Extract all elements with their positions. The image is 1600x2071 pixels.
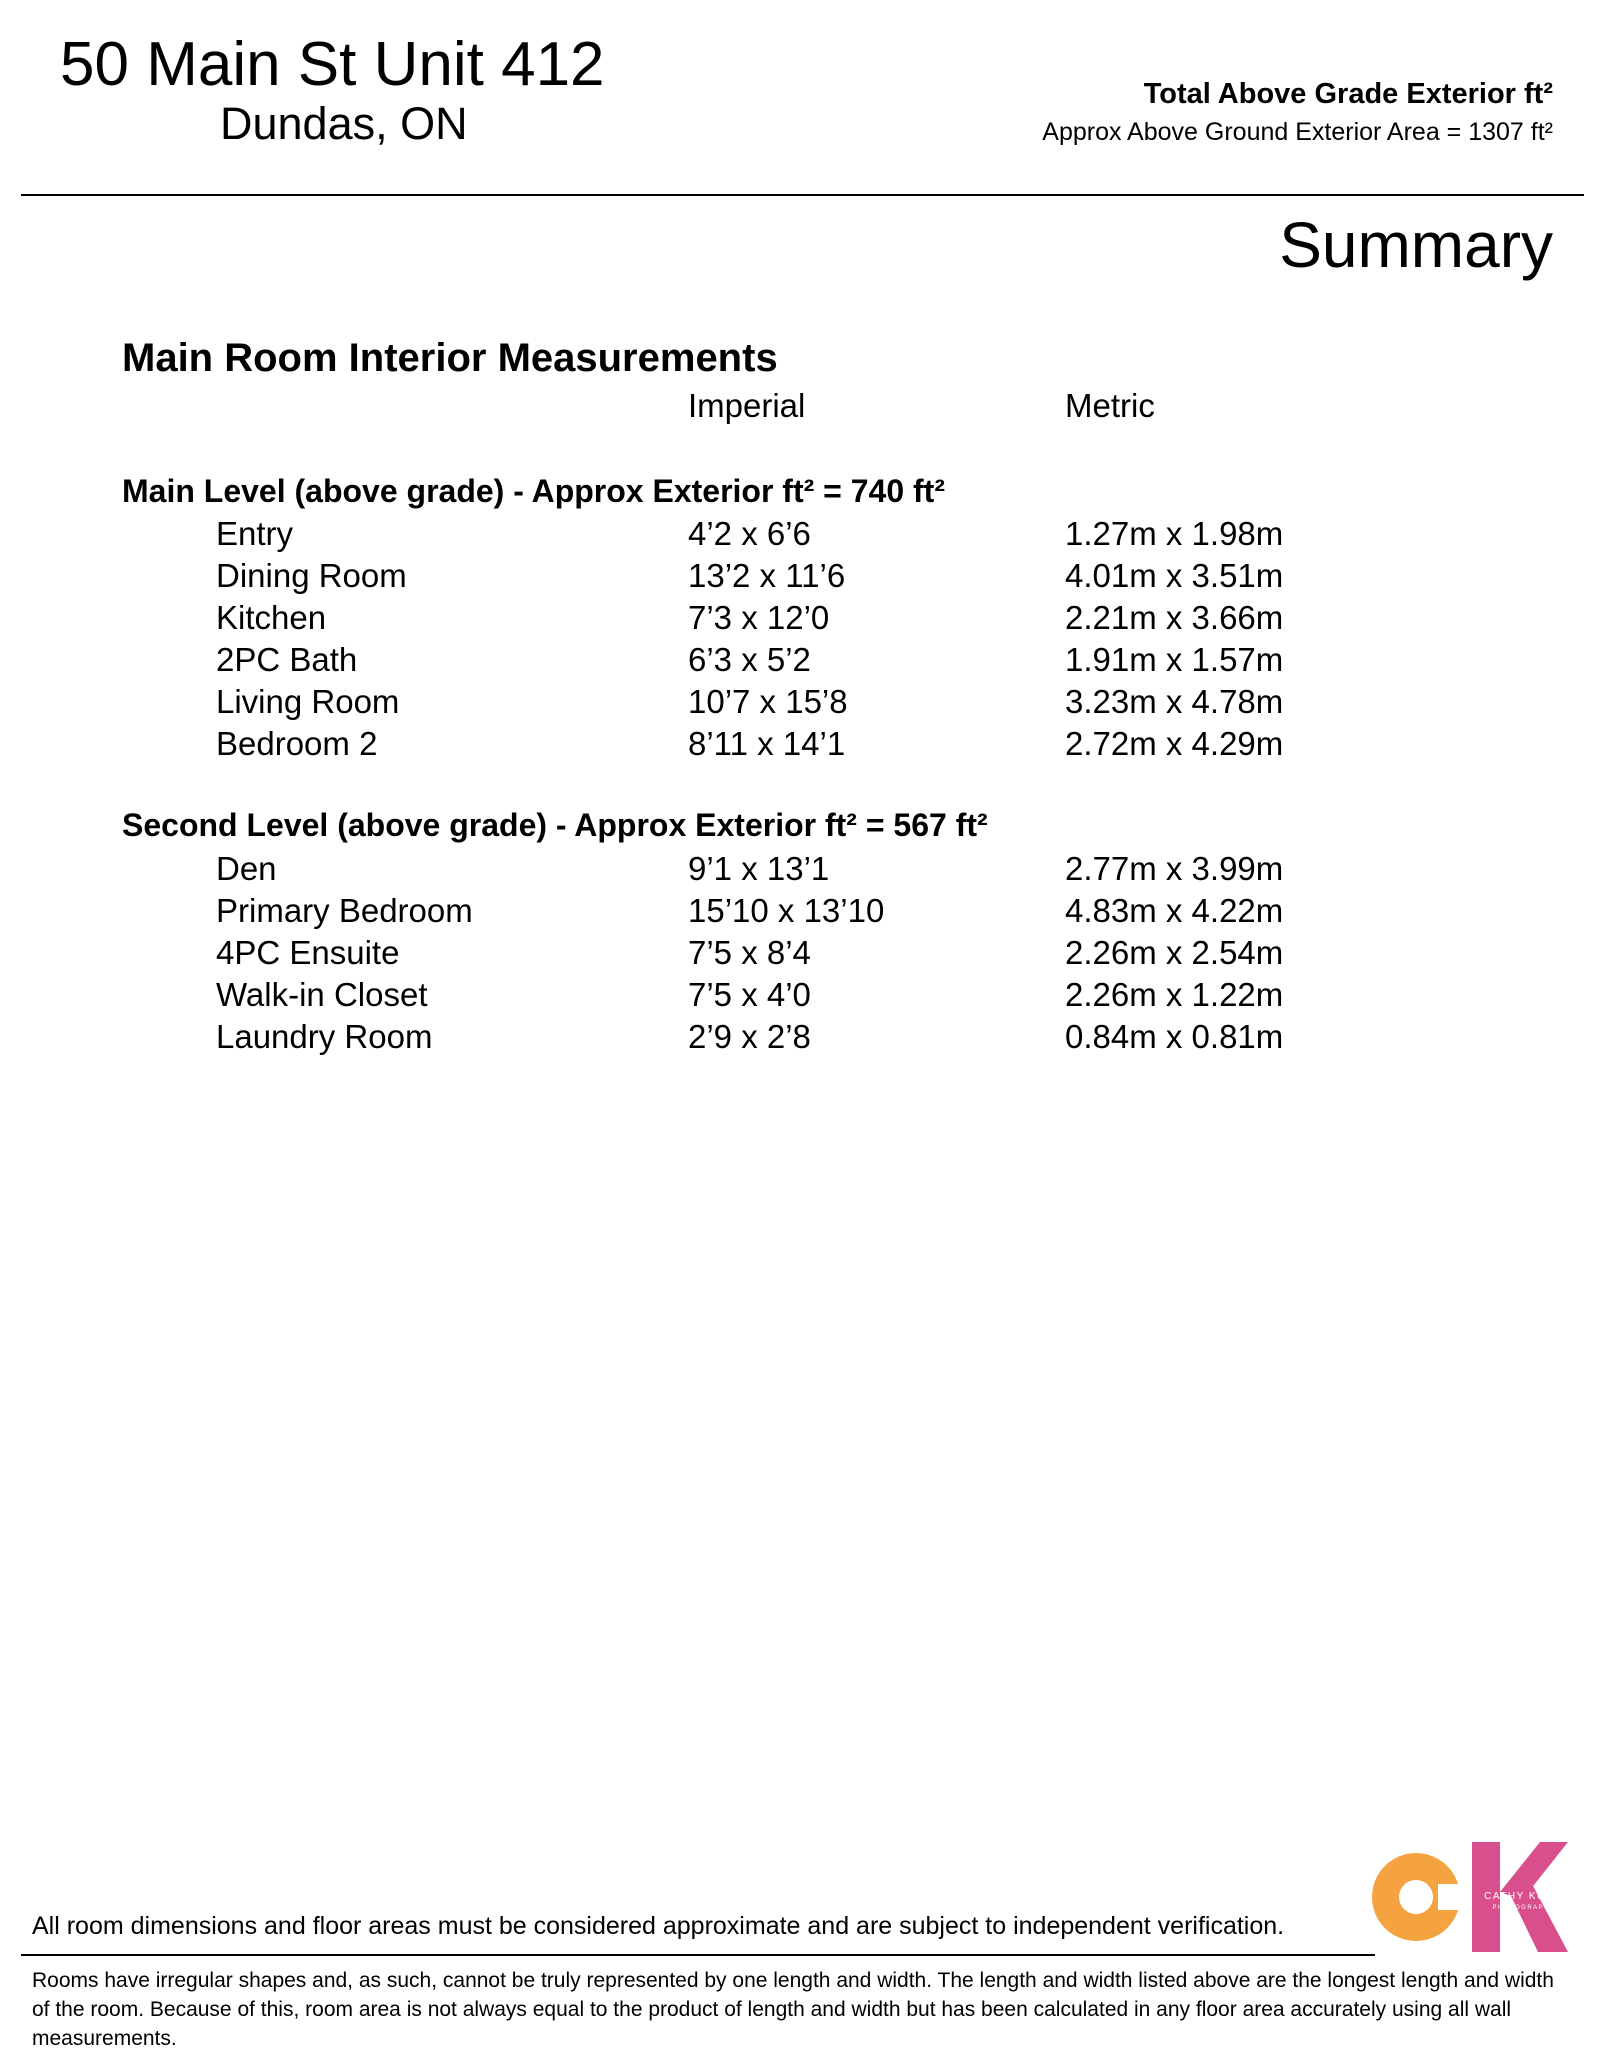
room-imperial: 15’10 x 13’10 <box>688 892 885 929</box>
room-row <box>0 723 1600 765</box>
column-header-metric: Metric <box>1065 387 1155 424</box>
logo-c-hole <box>1399 1880 1433 1914</box>
header-divider <box>21 194 1584 196</box>
footer-divider <box>21 1954 1375 1956</box>
room-metric: 1.91m x 1.57m <box>1065 641 1284 678</box>
room-name: Dining Room <box>216 557 407 594</box>
room-imperial: 13’2 x 11’6 <box>688 557 846 594</box>
room-imperial: 7’5 x 4’0 <box>688 976 811 1013</box>
level-heading-main: Main Level (above grade) - Approx Exterior ft² = 740 ft² <box>122 473 945 509</box>
room-metric: 2.26m x 1.22m <box>1065 976 1284 1013</box>
room-imperial: 6’3 x 5’2 <box>688 641 811 678</box>
room-metric: 4.01m x 3.51m <box>1065 557 1284 594</box>
room-name: 2PC Bath <box>216 641 358 678</box>
room-row <box>0 513 1600 555</box>
logo-text-line2: PHOTOGRAPHY <box>1492 1905 1556 1911</box>
total-area-subtitle: Approx Above Ground Exterior Area = 1307 ft² <box>1042 118 1553 146</box>
total-area-title: Total Above Grade Exterior ft² <box>1143 78 1553 110</box>
room-metric: 1.27m x 1.98m <box>1065 515 1284 552</box>
room-metric: 2.77m x 3.99m <box>1065 850 1284 887</box>
room-name: Living Room <box>216 683 400 720</box>
room-metric: 2.72m x 4.29m <box>1065 725 1284 762</box>
room-metric: 4.83m x 4.22m <box>1065 892 1284 929</box>
room-name: Entry <box>216 515 294 552</box>
room-list-main-level <box>0 513 1600 765</box>
room-row <box>0 555 1600 597</box>
room-list-second-level <box>0 848 1600 1058</box>
room-name: Laundry Room <box>216 1018 433 1055</box>
address-line-2: Dundas, ON <box>220 98 468 149</box>
level-heading-second: Second Level (above grade) - Approx Exterior ft² = 567 ft² <box>122 807 988 843</box>
cathy-koop-logo-icon <box>1372 1842 1568 1952</box>
room-name: Kitchen <box>216 599 327 636</box>
room-imperial: 7’3 x 12’0 <box>688 599 830 636</box>
room-row <box>0 597 1600 639</box>
room-row <box>0 1016 1600 1058</box>
section-heading: Main Room Interior Measurements <box>122 336 778 380</box>
room-row <box>0 639 1600 681</box>
room-row <box>0 681 1600 723</box>
room-imperial: 4’2 x 6’6 <box>688 515 811 552</box>
logo-text-line1: CATHY KOOP <box>1484 1891 1564 1902</box>
room-row <box>0 974 1600 1016</box>
room-imperial: 9’1 x 13’1 <box>688 850 830 887</box>
footnote-text: Rooms have irregular shapes and, as such, cannot be truly represented by one length and width. The length and width listed above are the longest length and width of the room. Because of this, room area is not always equal to the product of length and width but has been calculated in any floor area accurately using all wall measurements. <box>32 1969 1554 2050</box>
room-metric: 2.26m x 2.54m <box>1065 934 1284 971</box>
room-row <box>0 848 1600 890</box>
room-row <box>0 890 1600 932</box>
room-imperial: 7’5 x 8’4 <box>688 934 811 971</box>
room-imperial: 8’11 x 14’1 <box>688 725 846 762</box>
room-name: Bedroom 2 <box>216 725 378 762</box>
room-imperial: 10’7 x 15’8 <box>688 683 848 720</box>
address-line-1: 50 Main St Unit 412 <box>60 30 605 99</box>
room-name: 4PC Ensuite <box>216 934 400 971</box>
room-metric: 2.21m x 3.66m <box>1065 599 1284 636</box>
room-metric: 0.84m x 0.81m <box>1065 1018 1284 1055</box>
room-name: Den <box>216 850 277 887</box>
room-imperial: 2’9 x 2’8 <box>688 1018 811 1055</box>
room-row <box>0 932 1600 974</box>
page-title: Summary <box>1279 209 1553 281</box>
room-name: Walk-in Closet <box>216 976 428 1013</box>
room-name: Primary Bedroom <box>216 892 473 929</box>
logo-c-opening <box>1438 1884 1462 1910</box>
disclaimer-text: All room dimensions and floor areas must be considered approximate and are subject to independent verification. <box>32 1912 1285 1940</box>
room-metric: 3.23m x 4.78m <box>1065 683 1284 720</box>
column-header-imperial: Imperial <box>688 387 806 424</box>
